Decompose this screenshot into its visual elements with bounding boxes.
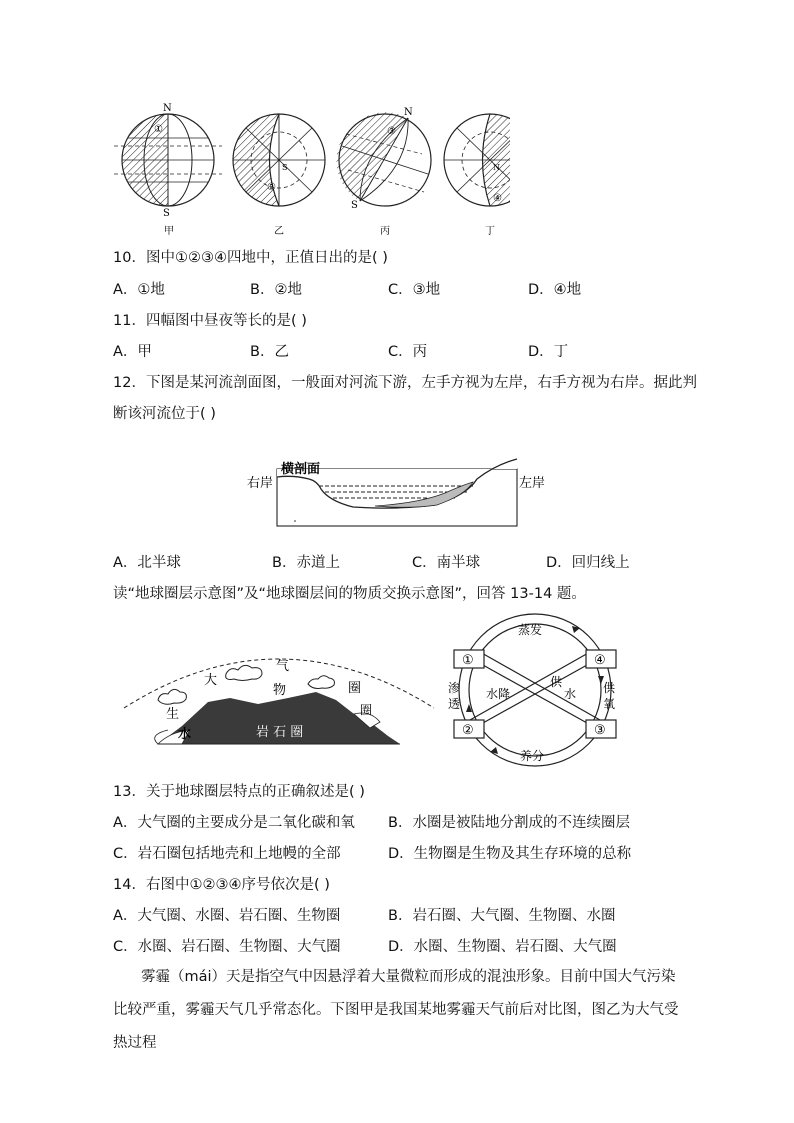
right-bank-label: 右岸 bbox=[247, 476, 274, 491]
q10-option-d[interactable]: D．④地 bbox=[528, 282, 582, 298]
q11-option-d[interactable]: D．丁 bbox=[528, 344, 569, 360]
haze-paragraph bbox=[113, 961, 681, 1060]
river-cross-section bbox=[245, 455, 555, 535]
atm-char-2: 气 bbox=[276, 659, 290, 674]
q13-option-d[interactable]: D．生物圈是生物及其生存环境的总称 bbox=[388, 846, 632, 862]
globe-label-yi: 乙 bbox=[274, 226, 284, 237]
globe-label-bing: 丙 bbox=[380, 226, 390, 237]
globe-yi-marker: ② bbox=[267, 182, 276, 193]
sphere-exchange-figure bbox=[440, 608, 630, 772]
globe-yi bbox=[233, 114, 325, 206]
q11-option-a[interactable]: A．甲 bbox=[113, 344, 152, 360]
oxygen-supply-char-2: 氧 bbox=[603, 697, 616, 711]
atm-char-3: 圈 bbox=[348, 681, 362, 696]
evaporation-label: 蒸发 bbox=[518, 623, 543, 637]
globe-jia bbox=[114, 114, 222, 206]
water-supply-char-2: 水 bbox=[564, 687, 577, 701]
globe-jia-south: S bbox=[163, 208, 170, 219]
bio-char-3: 圈 bbox=[360, 703, 373, 717]
precipitation-label: 水降 bbox=[486, 687, 511, 701]
node-2: ② bbox=[462, 723, 474, 738]
q14-option-d[interactable]: D．水圈、生物圈、岩石圈、大气圈 bbox=[388, 939, 617, 955]
water-label: 水 bbox=[178, 727, 192, 742]
q12-option-c[interactable]: C．南半球 bbox=[412, 555, 481, 571]
globe-bing bbox=[336, 112, 431, 206]
bio-char-2: 物 bbox=[273, 683, 287, 698]
haze-paragraph-text: 雾霾（mái）天是指空气中因悬浮着大量微粒而形成的混浊形象。目前中国大气污染比较严重，雾霾天气几乎常态化。下图甲是我国某地雾霾天气前后对比图，图乙为大气受热过程 bbox=[113, 969, 679, 1051]
q14-option-c[interactable]: C．水圈、岩石圈、生物圈、大气圈 bbox=[113, 939, 341, 955]
q13-option-a[interactable]: A．大气圈的主要成分是二氧化碳和氧 bbox=[113, 815, 355, 831]
globe-bing-south: S bbox=[351, 200, 358, 211]
atm-char-1: 大 bbox=[204, 673, 218, 688]
q14-option-b[interactable]: B．岩石圈、大气圈、生物圈、水圈 bbox=[388, 908, 616, 924]
q13-stem: 13．关于地球圈层特点的正确叙述是( ) bbox=[113, 784, 365, 800]
globe-yi-center: S bbox=[282, 163, 288, 172]
rock-label: 岩 石 圈 bbox=[256, 725, 304, 740]
globe-ding-marker: ④ bbox=[493, 193, 502, 204]
q10-option-a[interactable]: A．①地 bbox=[113, 282, 165, 298]
node-4: ④ bbox=[594, 653, 606, 668]
water-supply-char-1: 供 bbox=[550, 675, 563, 689]
globe-jia-north: N bbox=[163, 103, 172, 114]
globe-bing-north: N bbox=[404, 107, 413, 118]
q11-option-b[interactable]: B．乙 bbox=[250, 344, 289, 360]
q10-stem: 10．图中①②③④四地中，正值日出的是( ) bbox=[113, 250, 388, 266]
q10-option-c[interactable]: C．③地 bbox=[388, 282, 441, 298]
globe-jia-marker: ① bbox=[154, 124, 163, 135]
globe-ding-center: N bbox=[493, 163, 500, 172]
globe-label-ding: 丁 bbox=[485, 226, 495, 237]
globe-label-jia: 甲 bbox=[164, 226, 174, 237]
nutrients-label: 养分 bbox=[520, 749, 545, 763]
earth-spheres-figure bbox=[118, 640, 438, 750]
seepage-char-1: 渗 bbox=[448, 681, 461, 695]
q12-option-a[interactable]: A．北半球 bbox=[113, 555, 181, 571]
globe-bing-marker: ③ bbox=[387, 126, 396, 137]
oxygen-supply-char-1: 供 bbox=[603, 681, 616, 695]
section-label: 横剖面 bbox=[281, 462, 321, 477]
intro-13-14: 读“地球圈层示意图”及“地球圈层间的物质交换示意图”，回答 13-14 题。 bbox=[113, 586, 586, 602]
q11-stem: 11．四幅图中昼夜等长的是( ) bbox=[113, 313, 307, 329]
node-1: ① bbox=[462, 653, 474, 668]
q11-option-c[interactable]: C．丙 bbox=[388, 344, 428, 360]
q14-option-a[interactable]: A．大气圈、水圈、岩石圈、生物圈 bbox=[113, 908, 341, 924]
q12-stem-line1: 12．下图是某河流剖面图，一般面对河流下游，左手方视为左岸，右手方视为右岸。据此判 bbox=[113, 375, 697, 391]
seepage-char-2: 透 bbox=[448, 697, 461, 711]
q13-option-c[interactable]: C．岩石圈包括地壳和上地幔的全部 bbox=[113, 846, 341, 862]
q12-option-b[interactable]: B．赤道上 bbox=[272, 555, 340, 571]
bio-char-1: 生 bbox=[166, 707, 180, 722]
globe-diagrams bbox=[110, 98, 510, 238]
node-3: ③ bbox=[594, 723, 606, 738]
left-bank-label: 左岸 bbox=[519, 476, 546, 491]
q12-stem-line2: 断该河流位于( ) bbox=[113, 406, 216, 422]
q10-option-b[interactable]: B．②地 bbox=[250, 282, 302, 298]
q12-option-d[interactable]: D．回归线上 bbox=[546, 555, 630, 571]
q14-stem: 14．右图中①②③④序号依次是( ) bbox=[113, 877, 330, 893]
q13-option-b[interactable]: B．水圈是被陆地分割成的不连续圈层 bbox=[388, 815, 630, 831]
